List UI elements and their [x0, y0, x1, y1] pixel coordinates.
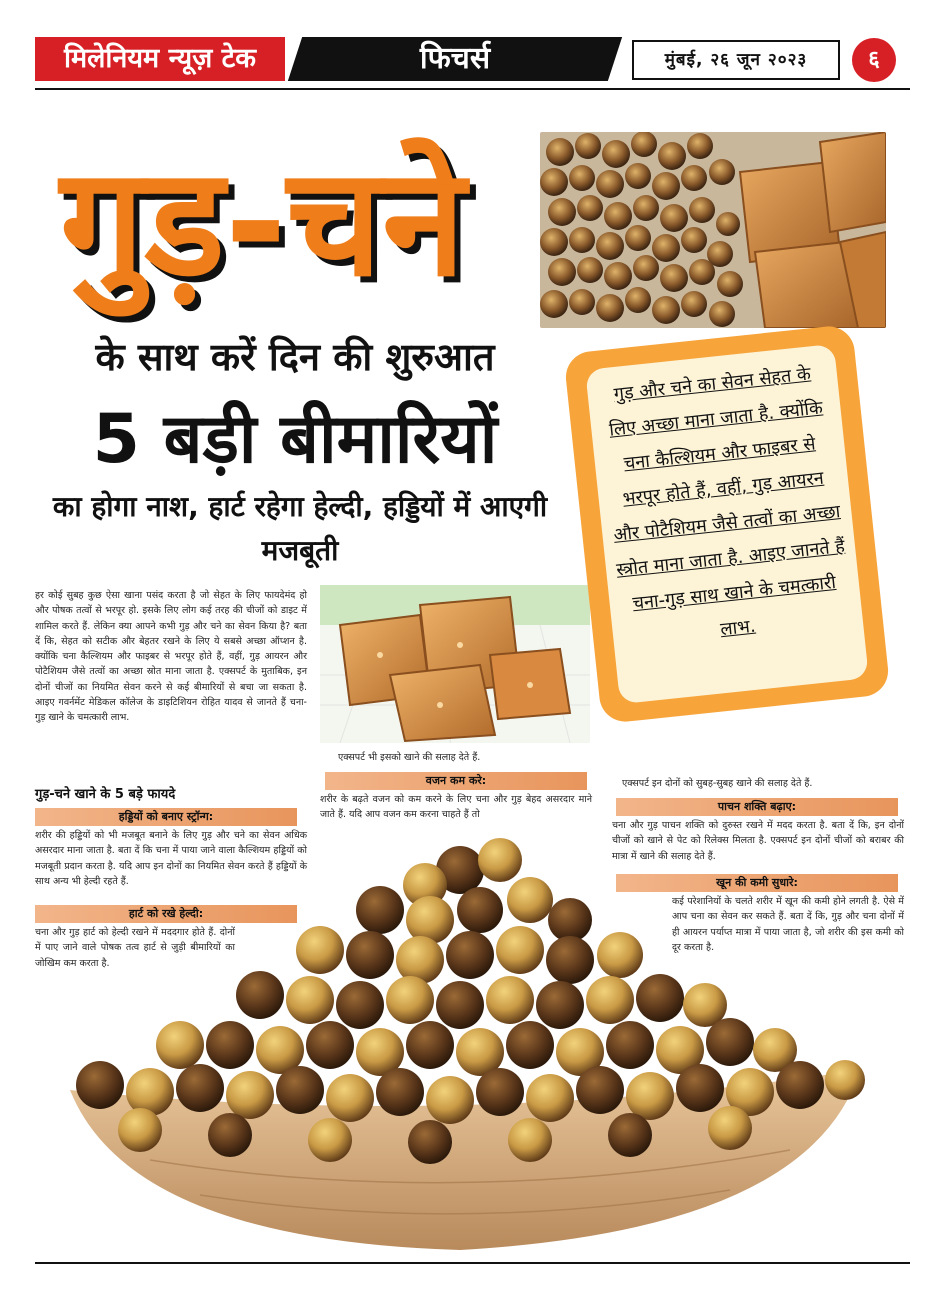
jaggery-photo	[320, 585, 590, 743]
section-title-weight: वजन कम करे:	[325, 772, 587, 790]
section-body-weight: शरीर के बढ़ते वजन को कम करने के लिए चना और गुड़ बेहद असरदार माने जाते हैं. यदि आप वजन कम करना चाहते हैं तो	[320, 794, 592, 821]
intro-paragraph: हर कोई सुबह कुछ ऐसा खाना पसंद करता है जो सेहत के लिए फायदेमंद हो और पोषक तत्वों से भरपूर हो. इसके लिए लोग कई तरह की चीजों को डाइट में शामिल करते हैं. लेकिन क्या आपने कभी गुड़ और चने का सेवन किया है? बता दें कि, सेहत को सटीक और बेहतर रखने के लिए ये सबसे अच्छा ऑप्शन है. क्योंकि चना कैल्शियम और फाइबर से भरपूर होते हैं, वहीं, गुड़ आयरन और पोटैशियम जैसे तत्वों का अच्छा स्रोत माना जाता है. एक्सपर्ट के मुताबिक, इन दोनों चीजों का नियमित सेवन करने से कई बीमारियों से बचा जा सकता है. आइए गवर्नमेंट मेडिकल कॉलेज के डाइटिशियन रोहित यादव से जानते हैं चना-गुड़ खाने के चमत्कारी लाभ.	[35, 590, 307, 724]
section-name: फिचर्स	[419, 41, 491, 76]
subheadline-2: 5 बड़ी बीमारियों	[92, 400, 498, 479]
section-title-bones: हड्डियों को बनाए स्ट्रॉन्ग:	[35, 808, 297, 826]
benefits-heading: गुड़-चने खाने के 5 बड़े फायदे	[35, 787, 176, 802]
header-rule	[35, 88, 910, 90]
roasted-chickpeas-bowl-photo	[30, 830, 890, 1260]
publication-name: मिलेनियम न्यूज़ टेक	[35, 37, 285, 81]
section-body-digestion: चना और गुड़ पाचन शक्ति को दुरुस्त रखने में मदद करता है. बता दें कि, इन दोनों चीजों को खाने से पेट को रिलेक्स मिलता है. एक्सपर्ट इन दोनों चीजों को बराबर की मात्रा में खाने की सलाह देते हैं.	[612, 820, 904, 862]
section-body-anemia: कई परेशानियों के चलते शरीर में खून की कमी होने लगती है. ऐसे में आप चना का सेवन कर सकते हैं. बता दें कि, गुड़ और चना दोनों में ही आयरन पर्याप्त मात्रा में पाया जाता है, जो शरीर की इस कमी को दूर करता है.	[672, 896, 904, 953]
page-number: ६	[852, 38, 896, 82]
section-title-digestion: पाचन शक्ति बढ़ाए:	[616, 798, 898, 816]
section-body-bones: शरीर की हड्डियों को भी मजबूत बनाने के लिए गुड़ और चने का सेवन अधिक असरदार माना जाता है. बता दें कि चना में पाया जाने वाला कैल्शियम हड्डियों को मजबूती प्रदान करता है. यदि आप इन दोनों का नियमित सेवन करते हैं हड्डियों के साथ अन्य भी हेल्दी रहते हैं.	[35, 830, 307, 887]
main-headline: गुड़-चने	[60, 136, 466, 310]
section-body-heart: चना और गुड़ हार्ट को हेल्दी रखने में मददगार होते हैं. दोनों में पाए जाने वाले पोषक तत्व हार्ट से जुड़ी बीमारियों का जोखिम कम करता है.	[35, 927, 235, 969]
footer-rule	[35, 1262, 910, 1264]
subheadline-1: के साथ करें दिन की शुरुआत	[95, 335, 495, 379]
section-lead-digestion: एक्सपर्ट इन दोनों को सुबह-सुबह खाने की सलाह देते हैं.	[622, 778, 813, 789]
subheadline-3: का होगा नाश, हार्ट रहेगा हेल्दी, हड्डियों में आएगी मजबूती	[52, 490, 548, 567]
section-lead-weight: एक्सपर्ट भी इसको खाने की सलाह देते हैं.	[338, 752, 481, 763]
chickpeas-jaggery-photo	[540, 132, 886, 328]
callout-text: गुड़ और चने का सेवन सेहत के लिए अच्छा माना जाता है. क्योंकि चना कैल्शियम और फाइबर से भरपूर होते हैं, वहीं, गुड़ आयरन और पोटैशियम जैसे तत्वों का अच्छा स्त्रोत माना जाता है. आइए जानते हैं चना-गुड़ साथ खाने के चमत्कारी लाभ.	[608, 363, 846, 641]
dateline: मुंबई, २६ जून २०२३	[632, 40, 840, 80]
section-title-anemia: खून की कमी सुधारे:	[616, 874, 898, 892]
section-title-heart: हार्ट को रखे हेल्दी:	[35, 905, 297, 923]
